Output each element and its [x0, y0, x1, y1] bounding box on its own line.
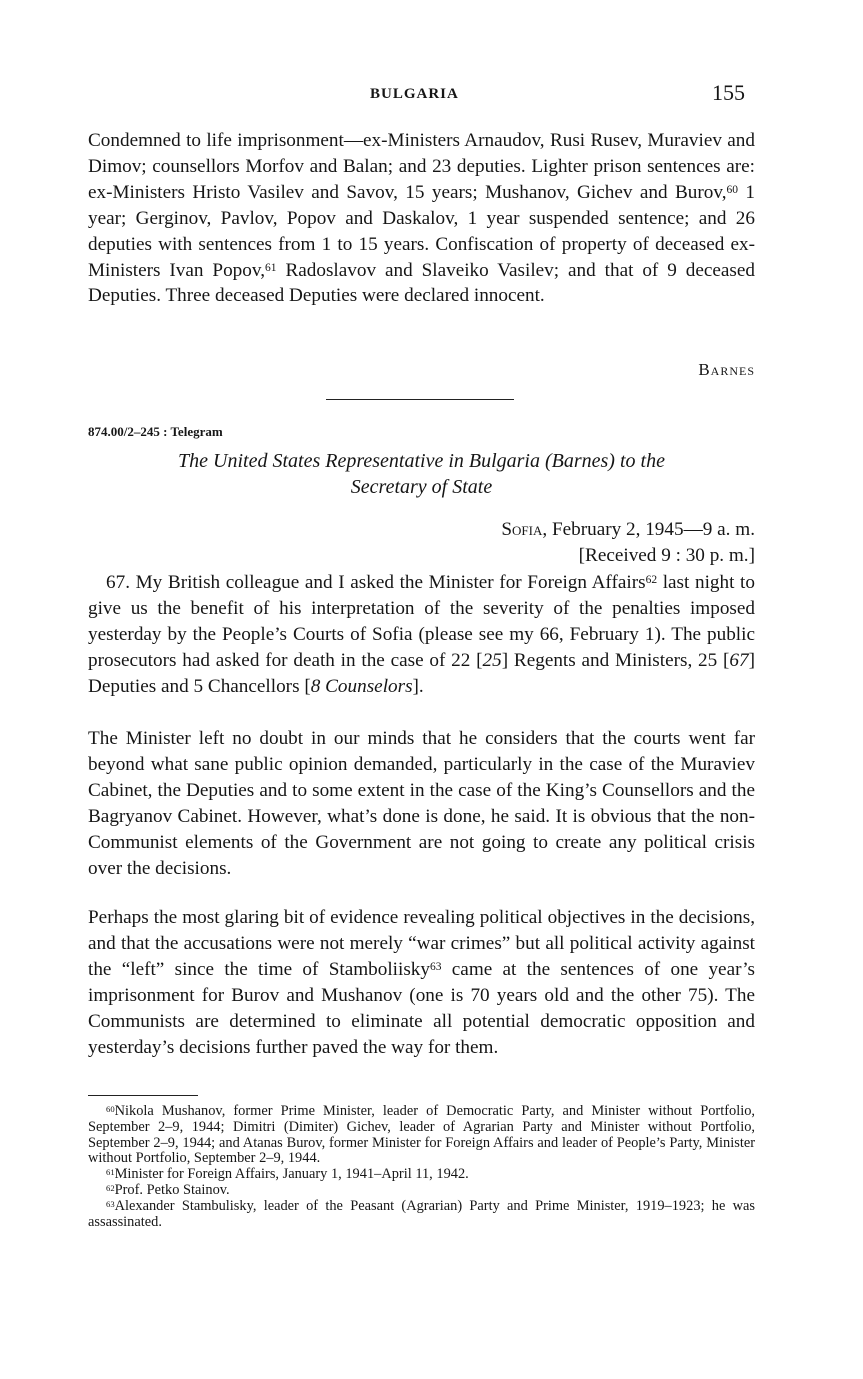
- paragraph-minister: The Minister left no doubt in our minds that he considers that the courts went far beyond what sane public opinion demanded, particularly in the case of the Muraviev Cabinet, the Deputies and to some extent in the case of the King’s Counsellors and the Bagryanov Cabinet. However, what’s done is done, he said. It is obvious that the non-Communist elements of the Government are not going to create any political crisis over the decisions.: [88, 728, 755, 879]
- footnote-ref-62[interactable]: 62: [645, 574, 658, 586]
- paragraph-67: [88, 570, 755, 700]
- received-line: [Received 9 : 30 p. m.]: [578, 545, 755, 566]
- footnote-divider: [88, 1095, 198, 1096]
- paragraph-67-text-f: ].: [412, 675, 424, 697]
- footnote-61: [88, 1167, 755, 1183]
- top-paragraph: [88, 128, 755, 309]
- footnote-ref-61[interactable]: 61: [265, 261, 277, 274]
- paragraph-evidence: [88, 905, 755, 1060]
- top-paragraph-text: Condemned to life imprisonment—ex-Ministers Arnaudov, Rusi Rusev, Muraviev and Dimov; counsellors Morfov and Balan; and 23 deputies. Lighter prison sentences are: ex-Ministers Hristo Vasilev and Savov, 15 years; Mushanov, Gichev and Burov,: [88, 130, 755, 203]
- paragraph-67-text-a: 67. My British colleague and I asked the Minister for Foreign Affairs: [106, 572, 646, 593]
- running-head: BULGARIA: [370, 86, 459, 102]
- document-title: [88, 448, 755, 500]
- dateline: [88, 517, 755, 569]
- footnote-ref-60[interactable]: 60: [726, 183, 739, 196]
- section-divider: [326, 399, 514, 400]
- date-line: [88, 517, 755, 543]
- document-title-line-2: Secretary of State: [350, 476, 493, 498]
- footnote-mark-63: 63: [106, 1198, 115, 1209]
- footnote-text-63: Alexander Stambulisky, leader of the Peasant (Agrarian) Party and Prime Minister, 1919–1923; he was assassinated.: [88, 1197, 755, 1230]
- footnote-mark-62: 62: [106, 1182, 115, 1193]
- correction-25: 25: [482, 649, 502, 671]
- correction-8-counselors: 8 Counselors: [310, 675, 413, 697]
- footnote-ref-63[interactable]: 63: [429, 960, 442, 973]
- footnote-63: [88, 1199, 755, 1231]
- file-reference: 874.00/2–245 : Telegram: [88, 424, 223, 439]
- paragraph-67-text-e: ] Deputies and 5 Chancellors [: [88, 649, 755, 697]
- paragraph-evidence-text-b: came at the sentences of one year’s imprisonment for Burov and Mushanov (one is 70 years old and the other 75). The Communists are determined to eliminate all potential democratic opposition and yesterday’s decisions further paved the way for them.: [88, 958, 755, 1058]
- footnote-62: [88, 1183, 755, 1199]
- place: Sofia: [501, 519, 543, 540]
- footnote-text-60: Nikola Mushanov, former Prime Minister, leader of Democratic Party, and Minister without Portfolio, September 2–9, 1944; Dimitri (Dimiter) Gichev, leader of Agrarian Party and Minister without Portfolio, September 2–9, 1944; and Atanas Burov, former Minister for Foreign Affairs and leader of People’s Party, Minister without Portfolio, September 2–9, 1944.: [88, 1103, 755, 1167]
- date: , February 2, 1945—9 a. m.: [542, 519, 755, 540]
- footnote-mark-60: 60: [106, 1104, 115, 1114]
- document-title-line-1: The United States Representative in Bulgaria (Barnes) to the: [178, 450, 665, 472]
- page-number: 155: [712, 80, 745, 105]
- footnote-60: [88, 1104, 755, 1167]
- paragraph-67-text-b: last night to give us the benefit of his interpretation of the severity of the penalties imposed yesterday by the People’s Courts of Sofia (please see my 66, February 1). The public prosecutors had asked for death in the case of 22 [: [88, 572, 755, 671]
- correction-67: 67: [729, 649, 749, 671]
- paragraph-67-text-d: ] Regents and Ministers, 25 [: [501, 649, 730, 671]
- footnote-text-62: Prof. Petko Stainov.: [114, 1181, 230, 1198]
- footnotes: [88, 1104, 755, 1230]
- signature: Barnes: [698, 360, 755, 379]
- footnote-mark-61: 61: [106, 1167, 115, 1178]
- footnote-text-61: Minister for Foreign Affairs, January 1, 1941–April 11, 1942.: [114, 1166, 469, 1183]
- paragraph-evidence-text-a: Perhaps the most glaring bit of evidence revealing political objectives in the decisions, and that the accusations were not merely “war crimes” but all political activity against the “left” since the time of Stamboliisky: [88, 907, 755, 980]
- top-paragraph-text-b: 1 year; Gerginov, Pavlov, Popov and Daskalov, 1 year suspended sentence; and 26 deputies with sentences from 1 to 15 years. Confiscation of property of deceased ex-Ministers Ivan Popov,: [88, 181, 756, 281]
- top-paragraph-text-c: Radoslavov and Slaveiko Vasilev; and that of 9 deceased Deputies. Three deceased Deputies were declared innocent.: [88, 259, 755, 307]
